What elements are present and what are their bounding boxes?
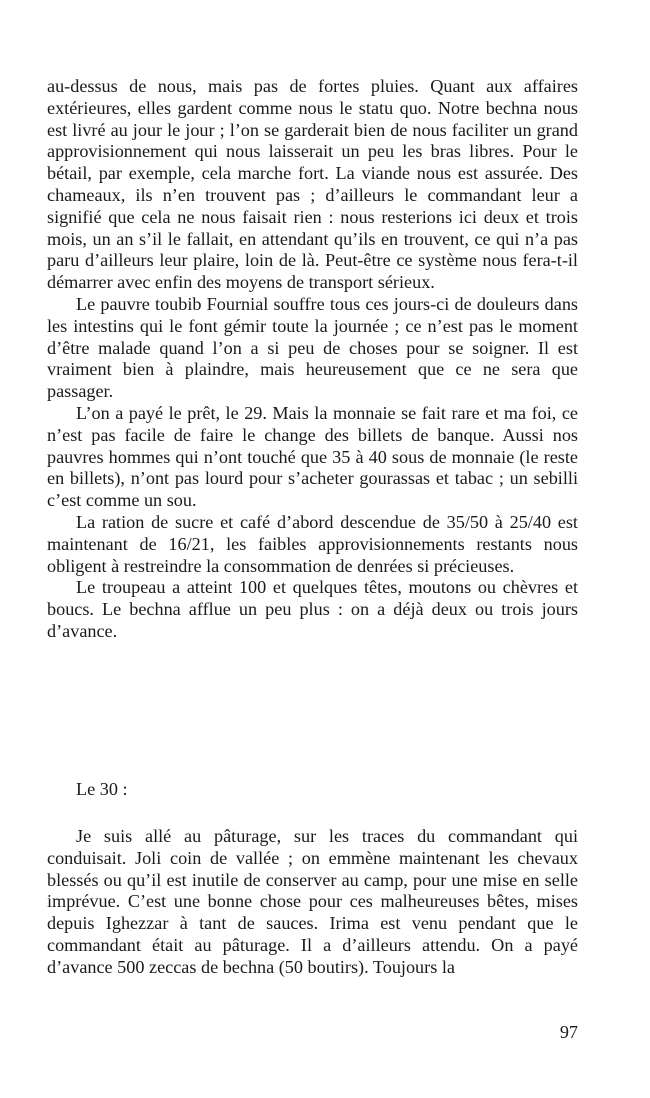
paragraph-6: Je suis allé au pâturage, sur les traces du commandant qui conduisait. Joli coin de vallée ; on emmène maintenant les chevaux blessés ou qu’il est inutile de conserver au camp, pour une mise en selle imprévue. C’est une bonne chose pour ces malheureuses bêtes, mises depuis Ighezzar à tant de sauces. Irima est venu pendant que le commandant était au pâturage. Il a d’ailleurs attendu. On a payé d’avance 500 zeccas de bechna (50 boutirs). Toujours la (47, 826, 578, 977)
paragraph-4: La ration de sucre et café d’abord descendue de 35/50 à 25/40 est maintenant de 16/21, les faibles approvisionnements restants nous obligent à restreindre la consommation de denrées si précieuses. (47, 511, 578, 576)
page-number: 97 (559, 1022, 578, 1042)
paragraph-2: Le pauvre toubib Fournial souffre tous ces jours-ci de douleurs dans les intestins qui le font gémir toute la journée ; ce n’est pas le moment d’être malade quand l’on a si peu de choses pour se soigner. Il est vraiment bien à plaindre, mais heureusement que ce ne sera que passager. (47, 293, 578, 402)
body-text-continued (47, 826, 578, 979)
date-heading: Le 30 : (76, 779, 128, 799)
paragraph-1: au-dessus de nous, mais pas de fortes pluies. Quant aux affaires extérieures, elles gardent comme nous le statu quo. Notre bechna nous est livré au jour le jour ; l’on se garderait bien de nous faciliter un grand approvisionnement qui nous laisserait un peu les bras libres. Pour le bétail, par exemple, cela marche fort. La viande nous est assurée. Des chameaux, ils n’en trouvent pas ; d’ailleurs le commandant leur a signifié que cela ne nous faisait rien : nous resterions ici deux et trois mois, un an s’il le fallait, en attendant qu’ils en trouvent, ce qui n’a pas paru d’ailleurs leur plaire, loin de là. Peut-être ce système nous fera-t-il démarrer avec enfin des moyens de transport sérieux. (47, 76, 578, 293)
paragraph-3: L’on a payé le prêt, le 29. Mais la monnaie se fait rare et ma foi, ce n’est pas facile de faire le change des billets de banque. Aussi nos pauvres hommes qui n’ont touché que 35 à 40 sous de monnaie (le reste en billets), n’ont pas lourd pour s’acheter gourassas et tabac ; un sebilli c’est comme un sou. (47, 402, 578, 511)
body-text (47, 76, 578, 643)
paragraph-5: Le troupeau a atteint 100 et quelques têtes, moutons ou chèvres et boucs. Le bechna afflue un peu plus : on a déjà deux ou trois jours d’avance. (47, 577, 578, 641)
